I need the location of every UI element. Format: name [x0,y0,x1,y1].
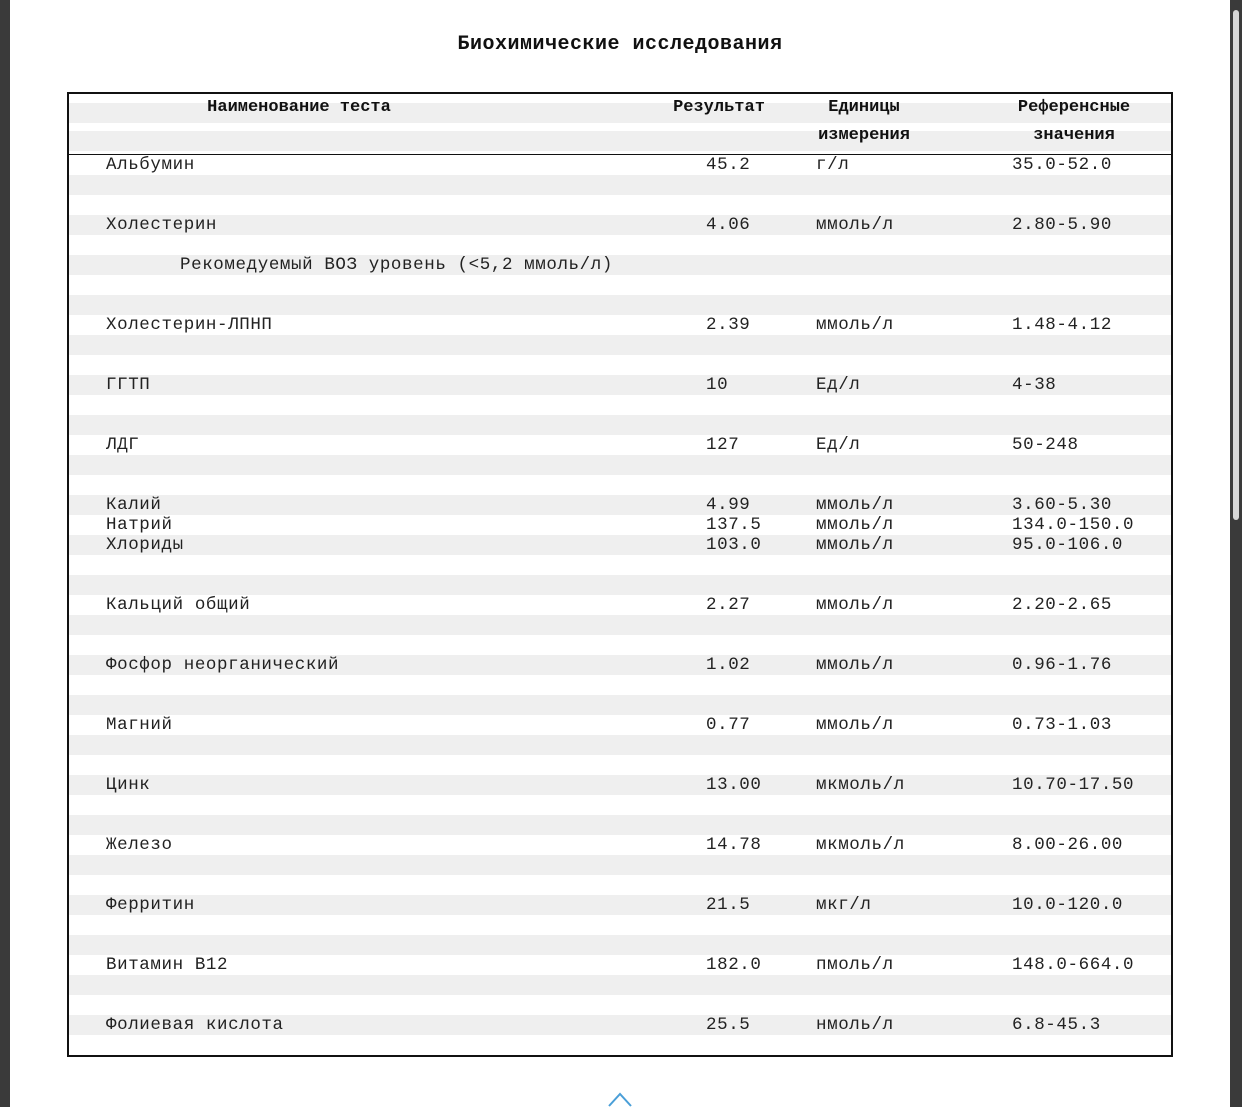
test-result: 2.39 [706,315,751,335]
test-reference: 10.0-120.0 [1012,895,1124,915]
test-result: 45.2 [706,155,751,175]
test-name: Магний [106,715,173,735]
test-reference: 148.0-664.0 [1012,955,1135,975]
table-row [69,375,1171,395]
header-test-name: Наименование теста [207,98,391,117]
table-row [69,155,1171,175]
test-reference: 4-38 [1012,375,1057,395]
test-units: Ед/л [816,435,861,455]
table-row [69,435,1171,455]
test-result: 25.5 [706,1015,751,1035]
test-name: Холестерин [106,215,218,235]
test-units: ммоль/л [816,595,894,615]
test-units: Ед/л [816,375,861,395]
test-units: ммоль/л [816,655,894,675]
test-reference: 95.0-106.0 [1012,535,1124,555]
results-table [67,92,1173,1057]
test-name: Альбумин [106,155,195,175]
test-name: Калий [106,495,162,515]
test-result: 13.00 [706,775,762,795]
header-ref-line1: Референсные [1017,98,1131,117]
test-name: Фолиевая кислота [106,1015,284,1035]
test-reference: 3.60-5.30 [1012,495,1112,515]
viewer-left-edge [0,0,10,1107]
test-units: мкг/л [816,895,872,915]
test-reference: 2.20-2.65 [1012,595,1112,615]
test-reference: 0.73-1.03 [1012,715,1112,735]
test-units: мкмоль/л [816,835,905,855]
test-name: Хлориды [106,535,184,555]
header-units-line1: Единицы [828,98,900,117]
test-name: Железо [106,835,173,855]
test-units: ммоль/л [816,535,894,555]
cholesterol-note-row [69,255,1171,275]
test-result: 4.06 [706,215,751,235]
test-units: ммоль/л [816,515,894,535]
chevron-up-icon[interactable] [606,1089,634,1107]
test-result: 182.0 [706,955,762,975]
test-units: нмоль/л [816,1015,894,1035]
test-result: 1.02 [706,655,751,675]
test-result: 14.78 [706,835,762,855]
table-row [69,895,1171,915]
test-result: 127 [706,435,740,455]
header-ref-line2: значения [1033,126,1115,145]
table-row [69,835,1171,855]
table-row [69,715,1171,735]
test-name: ЛДГ [106,435,140,455]
test-name: Фосфор неорганический [106,655,340,675]
test-reference: 6.8-45.3 [1012,1015,1101,1035]
table-row [69,515,1171,535]
test-units: ммоль/л [816,495,894,515]
test-name: ГГТП [106,375,151,395]
test-name: Витамин B12 [106,955,229,975]
test-result: 0.77 [706,715,751,735]
test-result: 103.0 [706,535,762,555]
test-reference: 35.0-52.0 [1012,155,1112,175]
table-row [69,595,1171,615]
header-units-line2: измерения [818,126,910,145]
test-units: ммоль/л [816,215,894,235]
test-units: пмоль/л [816,955,894,975]
cholesterol-note: Рекомедуемый ВОЗ уровень (<5,2 ммоль/л) [180,255,613,275]
test-units: ммоль/л [816,315,894,335]
table-row [69,1015,1171,1035]
test-result: 21.5 [706,895,751,915]
test-reference: 10.70-17.50 [1012,775,1135,795]
test-reference: 50-248 [1012,435,1079,455]
test-name: Ферритин [106,895,195,915]
table-row [69,535,1171,555]
test-name: Кальций общий [106,595,251,615]
test-name: Холестерин-ЛПНП [106,315,273,335]
viewer-scrollbar-thumb[interactable] [1233,10,1239,520]
table-row [69,215,1171,235]
table-row [69,775,1171,795]
test-reference: 1.48-4.12 [1012,315,1112,335]
test-result: 2.27 [706,595,751,615]
document-title: Биохимические исследования [457,33,783,56]
test-result: 137.5 [706,515,762,535]
table-header [69,94,1171,155]
test-units: ммоль/л [816,715,894,735]
test-units: г/л [816,155,850,175]
test-reference: 134.0-150.0 [1012,515,1135,535]
table-row [69,315,1171,335]
test-name: Натрий [106,515,173,535]
test-result: 10 [706,375,729,395]
header-result: Результат [673,98,765,117]
test-result: 4.99 [706,495,751,515]
test-reference: 8.00-26.00 [1012,835,1124,855]
test-reference: 0.96-1.76 [1012,655,1112,675]
table-row [69,955,1171,975]
table-row [69,495,1171,515]
test-name: Цинк [106,775,151,795]
table-row [69,655,1171,675]
test-reference: 2.80-5.90 [1012,215,1112,235]
test-units: мкмоль/л [816,775,905,795]
